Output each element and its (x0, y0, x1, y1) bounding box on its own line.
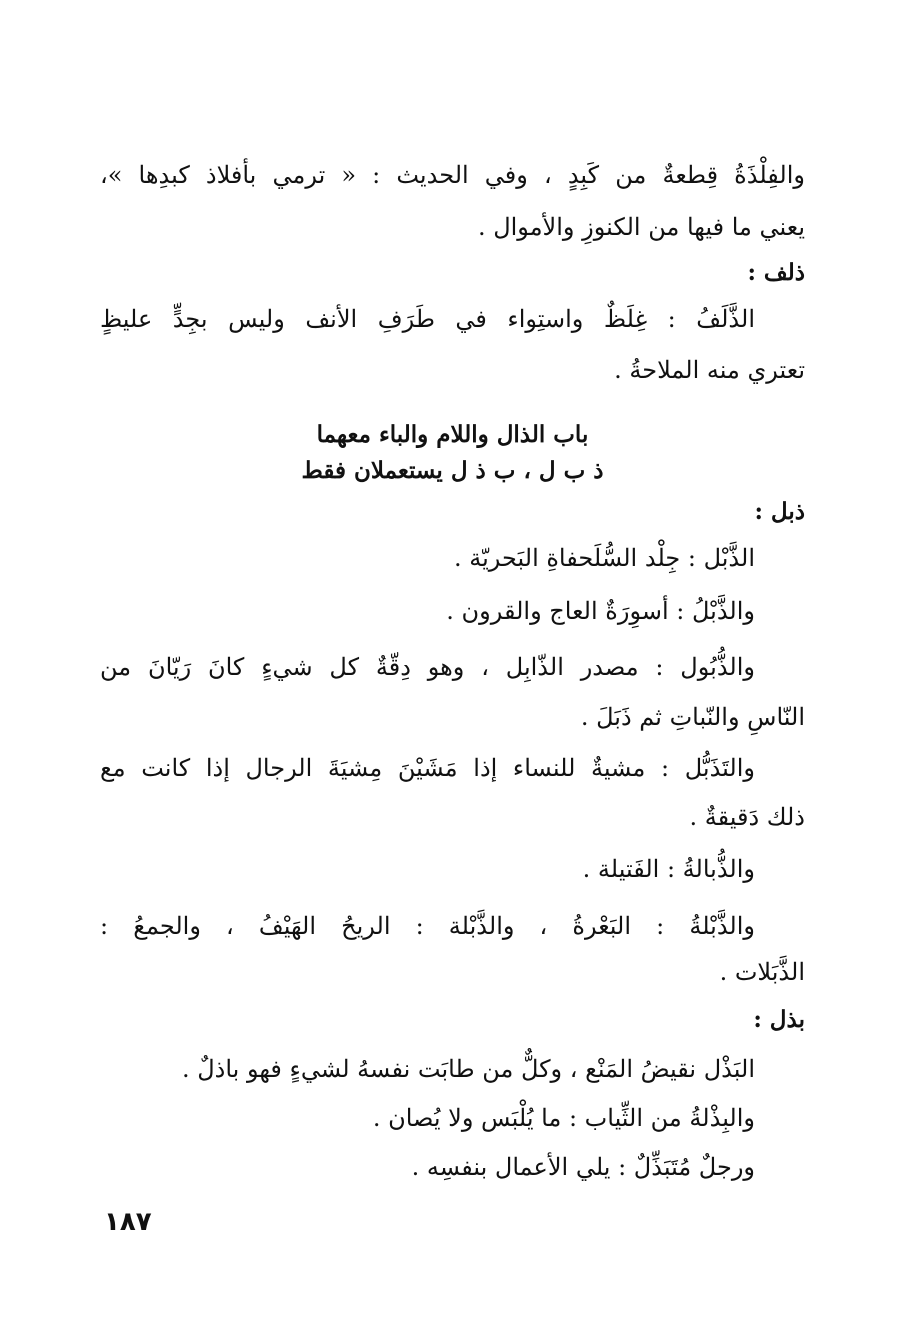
chapter-title: باب الذال واللام والباء معهما (316, 421, 589, 448)
entry-heading-dhalaf: ذلف : (747, 259, 805, 286)
chapter-subtitle: ذ ب ل ، ب ذ ل يستعملان فقط (301, 457, 604, 484)
entry-heading-dhabal: ذبل : (754, 498, 805, 525)
text-line-21: ورجلٌ مُتَبَذِّلٌ : يلي الأعمال بنفسِه . (411, 1153, 755, 1181)
text-line-2: يعني ما فيها من الكنوزِ والأموال . (477, 213, 805, 241)
text-line-1: والفِلْذَةُ قِطعةٌ من كَبِدٍ ، وفي الحديث : « ترمي بأفلاذ كبدِها »، (100, 161, 805, 189)
text-line-11: والذُّبُول : مصدر الذّابِل ، وهو دِقّةٌ كل شيءٍ كانَ رَيّانَ من (100, 653, 755, 681)
text-line-9: الذَّبْل : جِلْد السُّلَحفاةِ البَحريّة . (453, 544, 755, 572)
text-line-5: تعتري منه الملاحةُ . (614, 356, 805, 384)
page-number: ١٨٧ (104, 1207, 152, 1237)
text-line-4: الذَّلَفُ : غِلَظٌ واستِواء في طَرَفِ الأنف وليس بجِدٍّ عليظٍ (100, 305, 755, 333)
text-line-20: والبِذْلةُ من الثِّياب : ما يُلْبَس ولا يُصان . (372, 1104, 755, 1132)
text-line-14: ذلك دَقيقةٌ . (689, 803, 805, 831)
text-line-10: والذَّبْلُ : أسوِرَةٌ العاج والقرون . (446, 597, 755, 625)
text-line-17: الذَّبَلات . (719, 958, 805, 986)
text-line-19: البَذْل نقيضُ المَنْع ، وكلٌّ من طابَت نفسهُ لشيءٍ فهو باذلٌ . (181, 1055, 755, 1083)
text-line-15: والذُّبالةُ : الفَتيلة . (582, 855, 755, 883)
text-line-16: والذَّبْلةُ : البَعْرةُ ، والذَّبْلة : الريحُ الهَيْفُ ، والجمعُ : (100, 912, 755, 940)
entry-heading-badhal: بذل : (753, 1006, 805, 1033)
text-line-13: والتَذَبُّل : مشيةٌ للنساء إذا مَشَيْنَ مِشيَةَ الرجال إذا كانت مع (100, 754, 755, 782)
text-line-12: النّاسِ والنّباتِ ثم ذَبَلَ . (580, 703, 805, 731)
